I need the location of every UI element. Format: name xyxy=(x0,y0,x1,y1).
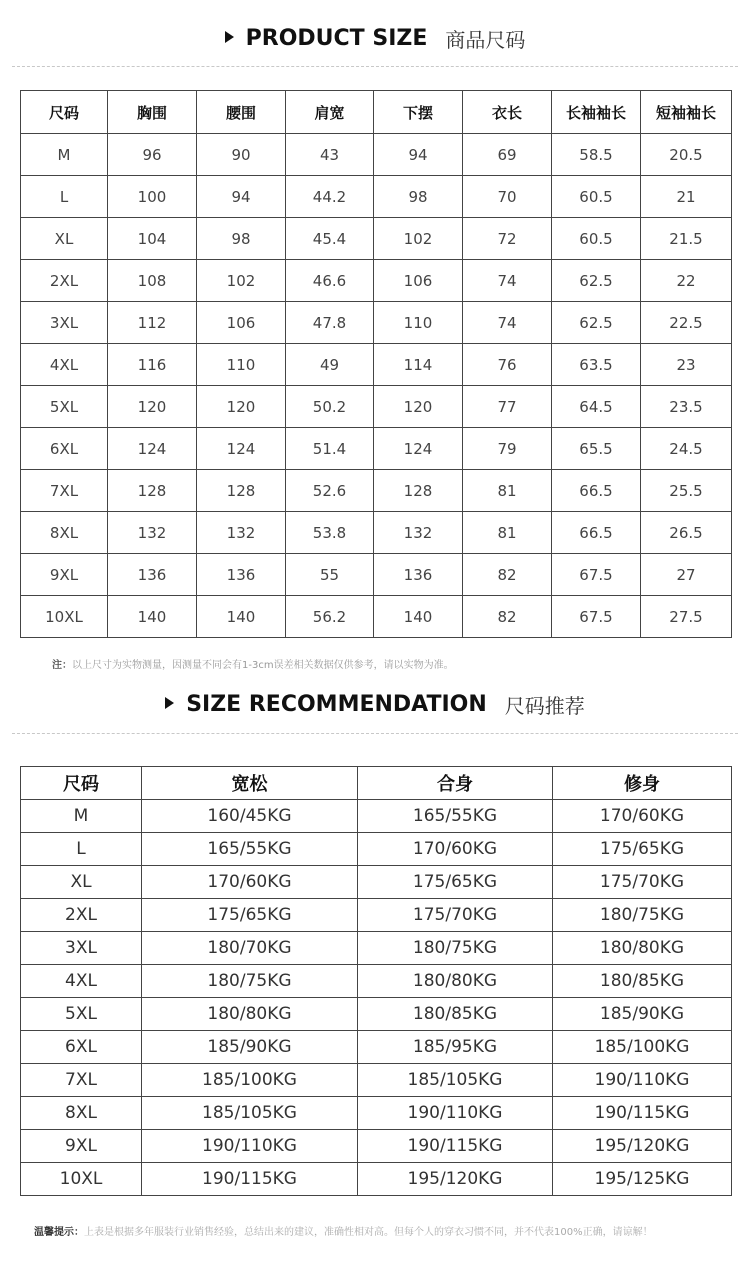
size-cell: 7XL xyxy=(21,470,108,512)
divider xyxy=(12,66,738,67)
size-cell: M xyxy=(21,134,108,176)
table-cell: 170/60KG xyxy=(142,866,358,899)
table-row xyxy=(21,260,732,302)
table-cell: 124 xyxy=(197,428,286,470)
size-cell: 7XL xyxy=(21,1064,142,1097)
table-cell: 23 xyxy=(641,344,732,386)
table-cell: 49 xyxy=(286,344,374,386)
table-cell: 128 xyxy=(374,470,463,512)
table-cell: 175/65KG xyxy=(142,899,358,932)
table-cell: 106 xyxy=(197,302,286,344)
table-row xyxy=(21,1163,732,1196)
product-size-title-cn: 商品尺码 xyxy=(445,28,526,52)
table-cell: 110 xyxy=(374,302,463,344)
table-cell: 60.5 xyxy=(552,176,641,218)
table-cell: 24.5 xyxy=(641,428,732,470)
table-cell: 120 xyxy=(108,386,197,428)
table-cell: 108 xyxy=(108,260,197,302)
size-cell: 10XL xyxy=(21,596,108,638)
table-cell: 94 xyxy=(374,134,463,176)
table-row xyxy=(21,1031,732,1064)
size-cell: 8XL xyxy=(21,1097,142,1130)
table-cell: 120 xyxy=(197,386,286,428)
product-size-heading xyxy=(0,24,750,53)
table-cell: 94 xyxy=(197,176,286,218)
table-cell: 81 xyxy=(463,470,552,512)
table-cell: 43 xyxy=(286,134,374,176)
size-recommendation-title-cn: 尺码推荐 xyxy=(504,694,585,718)
size-cell: 2XL xyxy=(21,899,142,932)
column-header: 宽松 xyxy=(142,767,358,800)
column-header: 修身 xyxy=(553,767,732,800)
table-cell: 100 xyxy=(108,176,197,218)
table-cell: 165/55KG xyxy=(358,800,553,833)
table-cell: 180/80KG xyxy=(358,965,553,998)
divider xyxy=(12,733,738,734)
table-cell: 82 xyxy=(463,596,552,638)
table-cell: 175/65KG xyxy=(358,866,553,899)
table-row xyxy=(21,866,732,899)
column-header: 尺码 xyxy=(21,91,108,134)
table-cell: 185/100KG xyxy=(142,1064,358,1097)
table-cell: 185/105KG xyxy=(358,1064,553,1097)
table-cell: 98 xyxy=(374,176,463,218)
size-cell: 4XL xyxy=(21,344,108,386)
product-size-title-en: PRODUCT SIZE xyxy=(245,26,428,51)
triangle-bullet-icon xyxy=(165,697,174,709)
table-cell: 27 xyxy=(641,554,732,596)
note-label: 注： xyxy=(52,660,72,671)
size-recommendation-title-en: SIZE RECOMMENDATION xyxy=(186,692,487,717)
size-recommendation-heading xyxy=(0,690,750,719)
table-cell: 132 xyxy=(108,512,197,554)
table-cell: 96 xyxy=(108,134,197,176)
table-cell: 65.5 xyxy=(552,428,641,470)
table-row xyxy=(21,554,732,596)
table-cell: 180/80KG xyxy=(142,998,358,1031)
measurement-note xyxy=(52,656,454,671)
table-cell: 46.6 xyxy=(286,260,374,302)
table-cell: 175/70KG xyxy=(358,899,553,932)
table-cell: 67.5 xyxy=(552,554,641,596)
note-text: 以上尺寸为实物测量，因测量不同会有1-3cm误差相关数据仅供参考，请以实物为准。 xyxy=(72,660,454,671)
size-cell: 4XL xyxy=(21,965,142,998)
table-cell: 128 xyxy=(108,470,197,512)
table-cell: 170/60KG xyxy=(553,800,732,833)
size-cell: M xyxy=(21,800,142,833)
product-size-table xyxy=(20,90,732,638)
table-cell: 25.5 xyxy=(641,470,732,512)
table-cell: 160/45KG xyxy=(142,800,358,833)
table-cell: 195/125KG xyxy=(553,1163,732,1196)
table-cell: 195/120KG xyxy=(553,1130,732,1163)
table-cell: 90 xyxy=(197,134,286,176)
table-cell: 102 xyxy=(374,218,463,260)
table-cell: 44.2 xyxy=(286,176,374,218)
table-row xyxy=(21,176,732,218)
table-row xyxy=(21,218,732,260)
table-cell: 23.5 xyxy=(641,386,732,428)
triangle-bullet-icon xyxy=(225,31,234,43)
table-cell: 180/80KG xyxy=(553,932,732,965)
table-cell: 132 xyxy=(374,512,463,554)
table-cell: 185/90KG xyxy=(553,998,732,1031)
table-cell: 76 xyxy=(463,344,552,386)
table-cell: 190/110KG xyxy=(142,1130,358,1163)
table-cell: 51.4 xyxy=(286,428,374,470)
table-row xyxy=(21,470,732,512)
table-row xyxy=(21,302,732,344)
table-cell: 128 xyxy=(197,470,286,512)
table-cell: 55 xyxy=(286,554,374,596)
footer-tip xyxy=(34,1223,653,1238)
table-cell: 185/105KG xyxy=(142,1097,358,1130)
table-cell: 82 xyxy=(463,554,552,596)
table-cell: 132 xyxy=(197,512,286,554)
table-cell: 175/65KG xyxy=(553,833,732,866)
footer-text: 上表是根据多年服装行业销售经验，总结出来的建议，准确性相对高。但每个人的穿衣习惯不同，并不代表100%正确，请谅解！ xyxy=(84,1227,653,1238)
table-row xyxy=(21,1130,732,1163)
table-cell: 62.5 xyxy=(552,302,641,344)
table-row xyxy=(21,344,732,386)
table-cell: 56.2 xyxy=(286,596,374,638)
size-cell: 3XL xyxy=(21,302,108,344)
table-cell: 140 xyxy=(108,596,197,638)
size-recommendation-table xyxy=(20,766,732,1196)
size-cell: 2XL xyxy=(21,260,108,302)
table-cell: 180/85KG xyxy=(553,965,732,998)
table-cell: 69 xyxy=(463,134,552,176)
table-header-row xyxy=(21,767,732,800)
size-cell: 9XL xyxy=(21,1130,142,1163)
table-cell: 81 xyxy=(463,512,552,554)
table-row xyxy=(21,428,732,470)
table-cell: 180/75KG xyxy=(142,965,358,998)
table-cell: 175/70KG xyxy=(553,866,732,899)
table-row xyxy=(21,386,732,428)
table-cell: 120 xyxy=(374,386,463,428)
table-row xyxy=(21,833,732,866)
table-cell: 79 xyxy=(463,428,552,470)
table-header-row xyxy=(21,91,732,134)
table-row xyxy=(21,1097,732,1130)
table-cell: 72 xyxy=(463,218,552,260)
column-header: 合身 xyxy=(358,767,553,800)
column-header: 腰围 xyxy=(197,91,286,134)
table-cell: 190/110KG xyxy=(358,1097,553,1130)
column-header: 尺码 xyxy=(21,767,142,800)
table-cell: 67.5 xyxy=(552,596,641,638)
column-header: 胸围 xyxy=(108,91,197,134)
table-cell: 52.6 xyxy=(286,470,374,512)
table-cell: 102 xyxy=(197,260,286,302)
table-cell: 190/115KG xyxy=(553,1097,732,1130)
table-cell: 165/55KG xyxy=(142,833,358,866)
table-cell: 195/120KG xyxy=(358,1163,553,1196)
table-row xyxy=(21,1064,732,1097)
table-cell: 21 xyxy=(641,176,732,218)
table-cell: 63.5 xyxy=(552,344,641,386)
table-cell: 104 xyxy=(108,218,197,260)
column-header: 肩宽 xyxy=(286,91,374,134)
table-row xyxy=(21,932,732,965)
size-cell: 5XL xyxy=(21,386,108,428)
table-cell: 47.8 xyxy=(286,302,374,344)
size-cell: 9XL xyxy=(21,554,108,596)
table-cell: 112 xyxy=(108,302,197,344)
table-cell: 50.2 xyxy=(286,386,374,428)
table-cell: 136 xyxy=(374,554,463,596)
size-cell: L xyxy=(21,176,108,218)
table-cell: 22.5 xyxy=(641,302,732,344)
table-cell: 190/115KG xyxy=(358,1130,553,1163)
table-cell: 70 xyxy=(463,176,552,218)
size-cell: XL xyxy=(21,866,142,899)
table-cell: 140 xyxy=(374,596,463,638)
table-cell: 110 xyxy=(197,344,286,386)
table-cell: 77 xyxy=(463,386,552,428)
table-row xyxy=(21,998,732,1031)
table-row xyxy=(21,899,732,932)
table-cell: 106 xyxy=(374,260,463,302)
table-cell: 185/95KG xyxy=(358,1031,553,1064)
table-cell: 180/70KG xyxy=(142,932,358,965)
table-row xyxy=(21,134,732,176)
table-cell: 66.5 xyxy=(552,470,641,512)
table-cell: 26.5 xyxy=(641,512,732,554)
table-cell: 116 xyxy=(108,344,197,386)
size-cell: 5XL xyxy=(21,998,142,1031)
size-cell: 6XL xyxy=(21,1031,142,1064)
table-cell: 74 xyxy=(463,260,552,302)
table-cell: 60.5 xyxy=(552,218,641,260)
table-cell: 22 xyxy=(641,260,732,302)
table-cell: 185/90KG xyxy=(142,1031,358,1064)
table-cell: 124 xyxy=(374,428,463,470)
size-cell: 8XL xyxy=(21,512,108,554)
table-row xyxy=(21,965,732,998)
size-cell: 10XL xyxy=(21,1163,142,1196)
column-header: 短袖袖长 xyxy=(641,91,732,134)
table-cell: 190/110KG xyxy=(553,1064,732,1097)
table-cell: 185/100KG xyxy=(553,1031,732,1064)
table-cell: 136 xyxy=(197,554,286,596)
table-row xyxy=(21,512,732,554)
table-row xyxy=(21,596,732,638)
footer-label: 温馨提示： xyxy=(34,1227,84,1238)
table-cell: 170/60KG xyxy=(358,833,553,866)
table-cell: 27.5 xyxy=(641,596,732,638)
table-cell: 66.5 xyxy=(552,512,641,554)
table-cell: 180/75KG xyxy=(358,932,553,965)
size-cell: 6XL xyxy=(21,428,108,470)
table-cell: 45.4 xyxy=(286,218,374,260)
table-cell: 62.5 xyxy=(552,260,641,302)
size-cell: L xyxy=(21,833,142,866)
table-cell: 114 xyxy=(374,344,463,386)
table-cell: 190/115KG xyxy=(142,1163,358,1196)
size-cell: 3XL xyxy=(21,932,142,965)
table-row xyxy=(21,800,732,833)
table-cell: 21.5 xyxy=(641,218,732,260)
column-header: 长袖袖长 xyxy=(552,91,641,134)
column-header: 衣长 xyxy=(463,91,552,134)
table-cell: 140 xyxy=(197,596,286,638)
table-cell: 53.8 xyxy=(286,512,374,554)
size-cell: XL xyxy=(21,218,108,260)
table-cell: 124 xyxy=(108,428,197,470)
table-cell: 64.5 xyxy=(552,386,641,428)
table-cell: 58.5 xyxy=(552,134,641,176)
table-cell: 180/85KG xyxy=(358,998,553,1031)
table-cell: 136 xyxy=(108,554,197,596)
table-cell: 20.5 xyxy=(641,134,732,176)
table-cell: 180/75KG xyxy=(553,899,732,932)
table-cell: 98 xyxy=(197,218,286,260)
column-header: 下摆 xyxy=(374,91,463,134)
table-cell: 74 xyxy=(463,302,552,344)
